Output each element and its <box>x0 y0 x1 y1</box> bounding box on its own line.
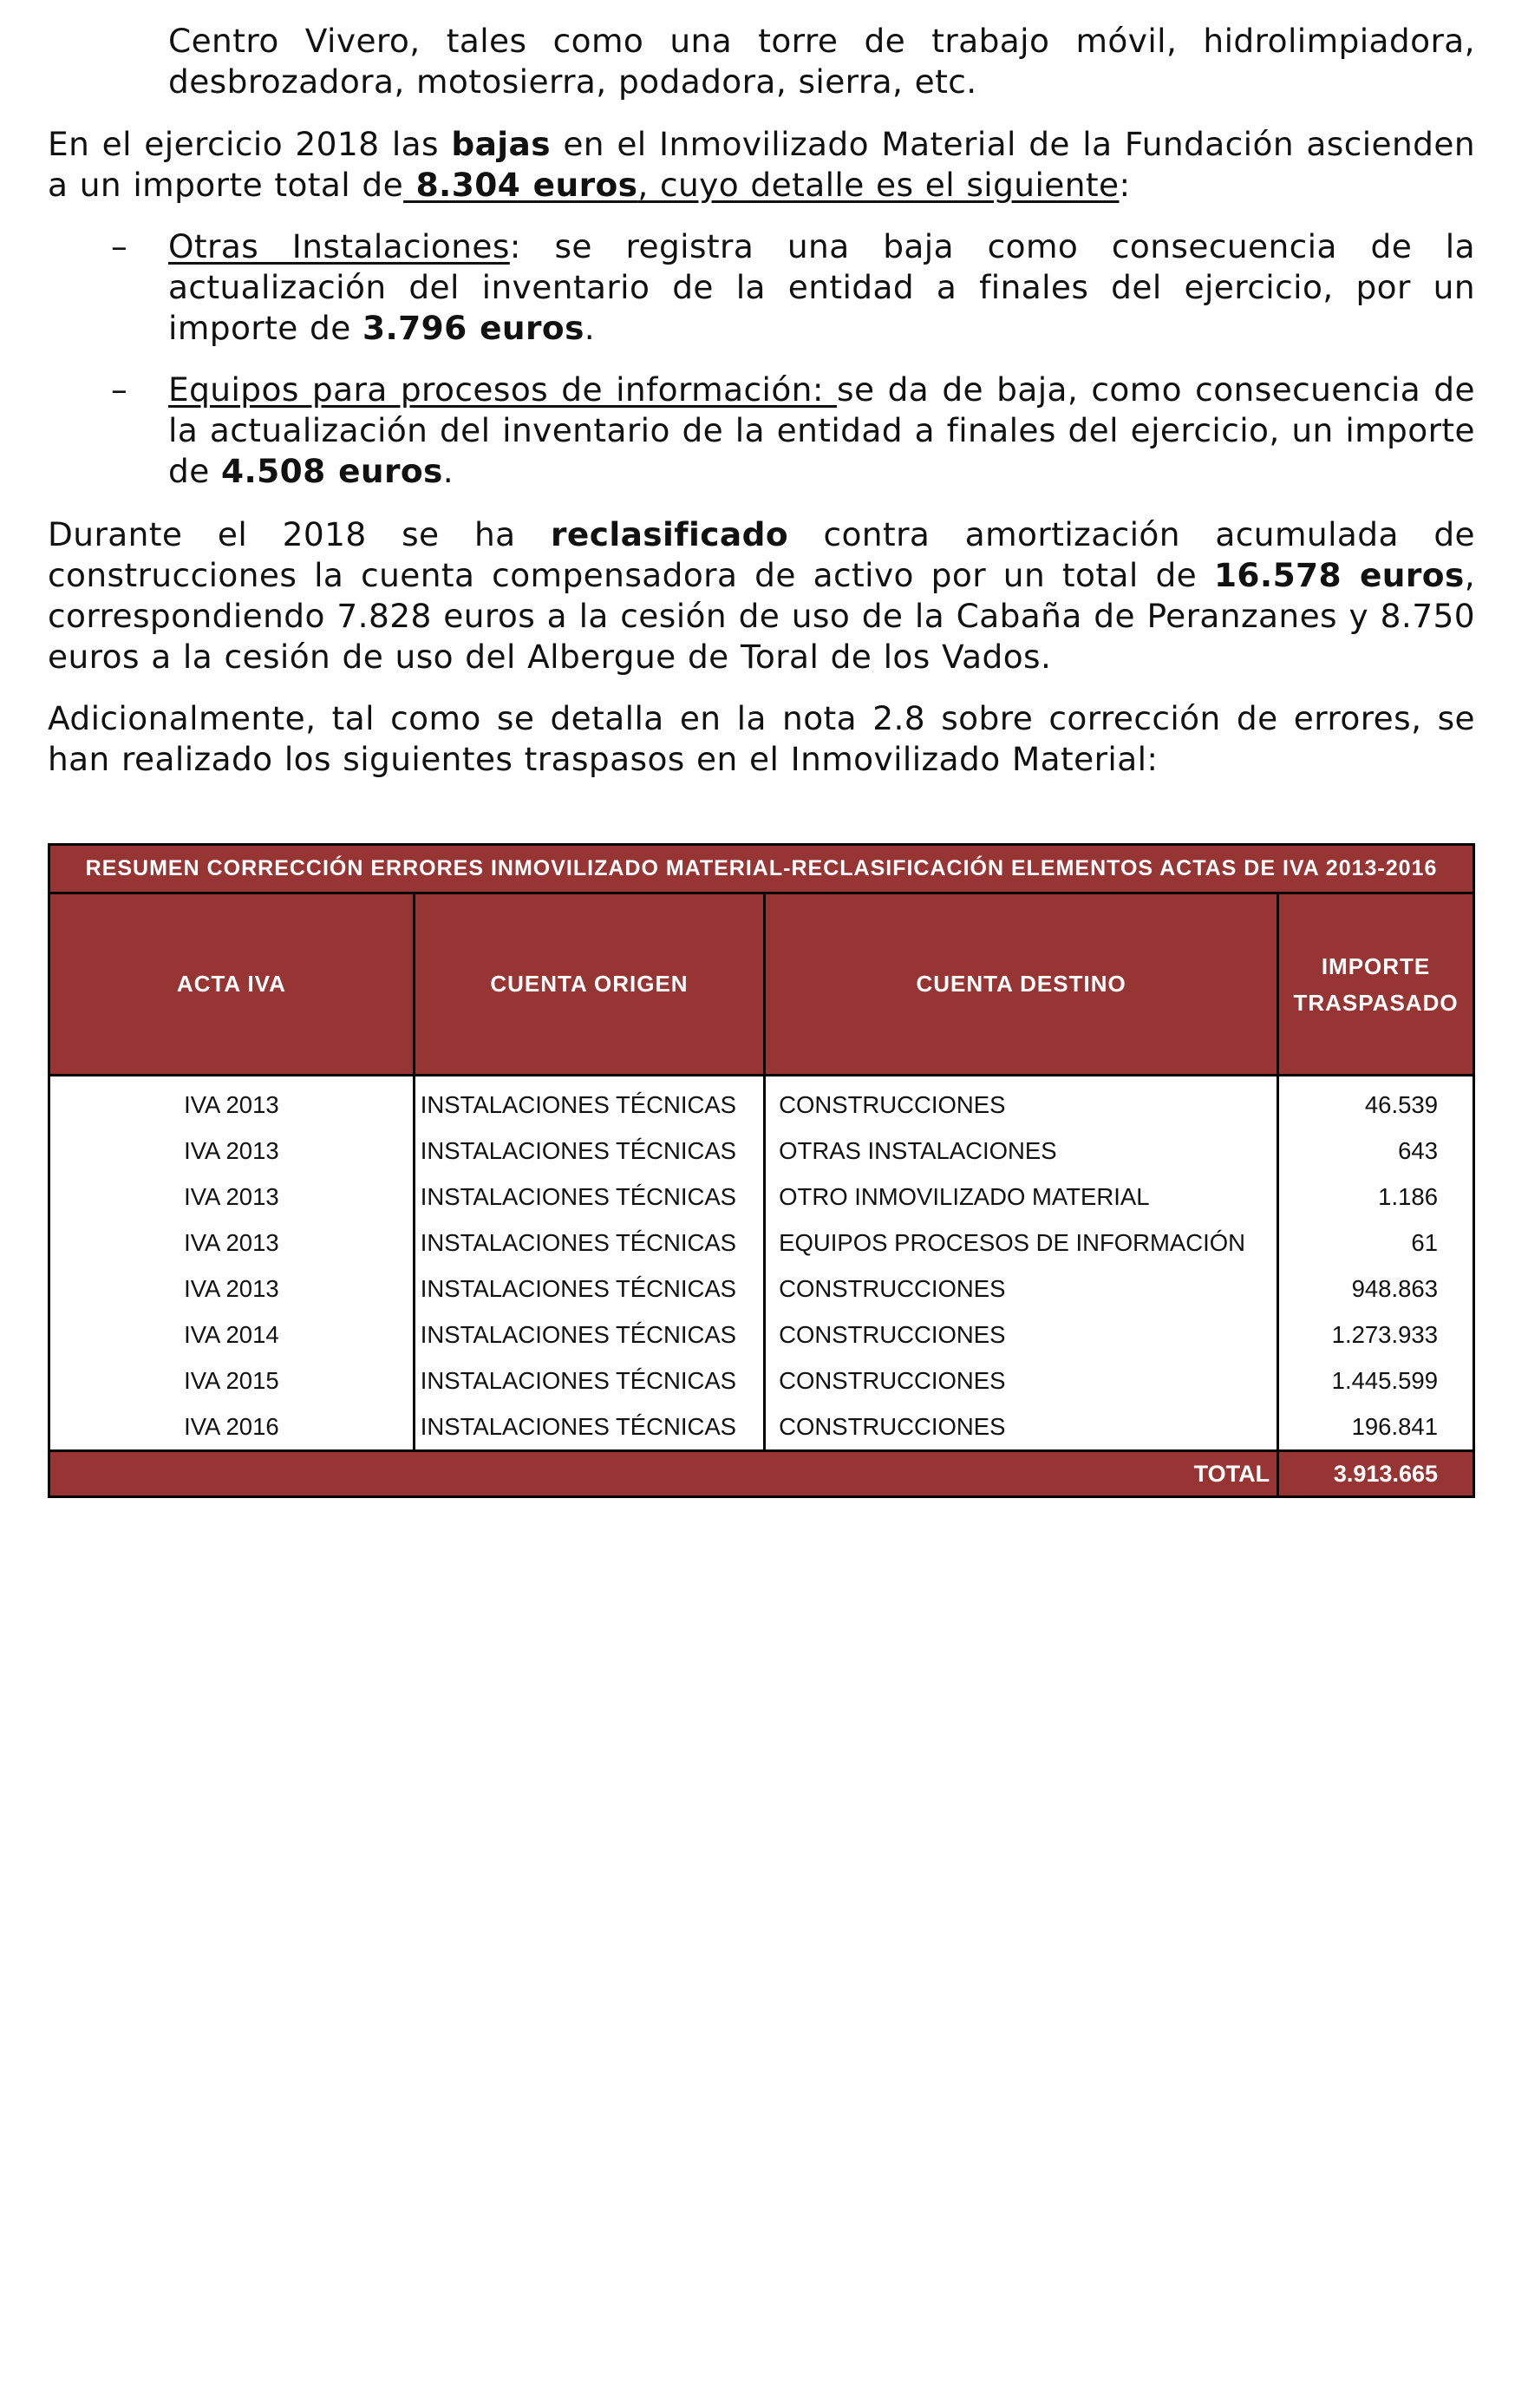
cell-destino: CONSTRUCCIONES <box>765 1404 1278 1451</box>
table-header-row <box>49 893 1474 1076</box>
cell-acta: IVA 2013 <box>49 1220 415 1266</box>
cell-importe: 948.863 <box>1351 1274 1438 1302</box>
cell-origen: INSTALACIONES TÉCNICAS <box>414 1174 764 1220</box>
table-total-row <box>49 1451 1474 1497</box>
bullet-equipos-informacion: Equipos para procesos de información: se da de baja, como consecuencia de la actualización del inventario de la entidad a finales del ejercicio, un importe de 4.508 euros. <box>168 370 1475 490</box>
cell-importe: 643 <box>1398 1136 1438 1164</box>
cell-acta: IVA 2014 <box>49 1312 415 1358</box>
table-row <box>49 1358 1474 1404</box>
header-cuenta-origen: CUENTA ORIGEN <box>414 893 764 1076</box>
paragraph-adicionalmente: Adicionalmente, tal como se detalla en la nota 2.8 sobre corrección de errores, se han realizado los siguientes traspasos en el Inmovilizado Material: <box>48 699 1475 778</box>
cell-importe: 46.539 <box>1364 1090 1438 1118</box>
cell-acta: IVA 2015 <box>49 1358 415 1404</box>
cell-origen: INSTALACIONES TÉCNICAS <box>414 1220 764 1266</box>
cell-destino: CONSTRUCCIONES <box>765 1312 1278 1358</box>
header-importe-traspasado: IMPORTE TRASPASADO <box>1278 893 1474 1076</box>
header-cuenta-destino: CUENTA DESTINO <box>765 893 1278 1076</box>
bullet-dash: – <box>111 227 127 265</box>
cell-destino: CONSTRUCCIONES <box>765 1076 1278 1129</box>
cell-acta: IVA 2013 <box>49 1174 415 1220</box>
iva-reclassification-table <box>48 843 1475 1498</box>
cell-acta: IVA 2013 <box>49 1128 415 1174</box>
cell-origen: INSTALACIONES TÉCNICAS <box>414 1358 764 1404</box>
paragraph-bajas: En el ejercicio 2018 las bajas en el Inmovilizado Material de la Fundación ascienden a un importe total de 8.304 euros, cuyo detalle es el siguiente: <box>48 125 1476 204</box>
table-row <box>49 1404 1474 1451</box>
total-label: TOTAL <box>49 1451 1278 1497</box>
table-row <box>49 1128 1474 1174</box>
cell-origen: INSTALACIONES TÉCNICAS <box>414 1312 764 1358</box>
cell-importe: 61 <box>1411 1228 1438 1256</box>
table-row <box>49 1076 1474 1129</box>
cell-acta: IVA 2013 <box>49 1266 415 1312</box>
cell-importe: 1.273.933 <box>1331 1320 1438 1348</box>
cell-importe: 1.186 <box>1378 1182 1438 1210</box>
cell-destino: CONSTRUCCIONES <box>765 1266 1278 1312</box>
table-row <box>49 1312 1474 1358</box>
table-row <box>49 1220 1474 1266</box>
cell-importe: 1.445.599 <box>1331 1366 1438 1394</box>
paragraph-centro-vivero: Centro Vivero, tales como una torre de trabajo móvil, hidrolimpiadora, desbrozadora, motosierra, podadora, sierra, etc. <box>168 22 1475 101</box>
table-title: RESUMEN CORRECCIÓN ERRORES INMOVILIZADO MATERIAL-RECLASIFICACIÓN ELEMENTOS ACTAS DE IVA 2013-2016 <box>49 845 1474 893</box>
cell-importe: 196.841 <box>1351 1412 1438 1440</box>
table-row <box>49 1266 1474 1312</box>
table-title-row <box>49 845 1474 893</box>
cell-origen: INSTALACIONES TÉCNICAS <box>414 1128 764 1174</box>
cell-origen: INSTALACIONES TÉCNICAS <box>414 1076 764 1129</box>
cell-destino: EQUIPOS PROCESOS DE INFORMACIÓN <box>765 1220 1278 1266</box>
total-value: 3.913.665 <box>1278 1451 1474 1497</box>
bullet-otras-instalaciones: Otras Instalaciones: se registra una baja como consecuencia de la actualización del inventario de la entidad a finales del ejercicio, por un importe de 3.796 euros. <box>168 227 1475 347</box>
cell-acta: IVA 2013 <box>49 1076 415 1129</box>
cell-origen: INSTALACIONES TÉCNICAS <box>414 1266 764 1312</box>
cell-destino: OTRO INMOVILIZADO MATERIAL <box>765 1174 1278 1220</box>
cell-destino: CONSTRUCCIONES <box>765 1358 1278 1404</box>
bullet-dash: – <box>111 370 127 409</box>
header-acta-iva: ACTA IVA <box>49 893 415 1076</box>
cell-origen: INSTALACIONES TÉCNICAS <box>414 1404 764 1451</box>
cell-acta: IVA 2016 <box>49 1404 415 1451</box>
cell-destino: OTRAS INSTALACIONES <box>765 1128 1278 1174</box>
paragraph-reclasificado: Durante el 2018 se ha reclasificado contra amortización acumulada de construcciones la cuenta compensadora de activo por un total de 16.578 euros, correspondiendo 7.828 euros a la cesión de uso de la Cabaña de Peranzanes y 8.750 euros a la cesión de uso del Albergue de Toral de los Vados. <box>48 515 1476 676</box>
table-row <box>49 1174 1474 1220</box>
